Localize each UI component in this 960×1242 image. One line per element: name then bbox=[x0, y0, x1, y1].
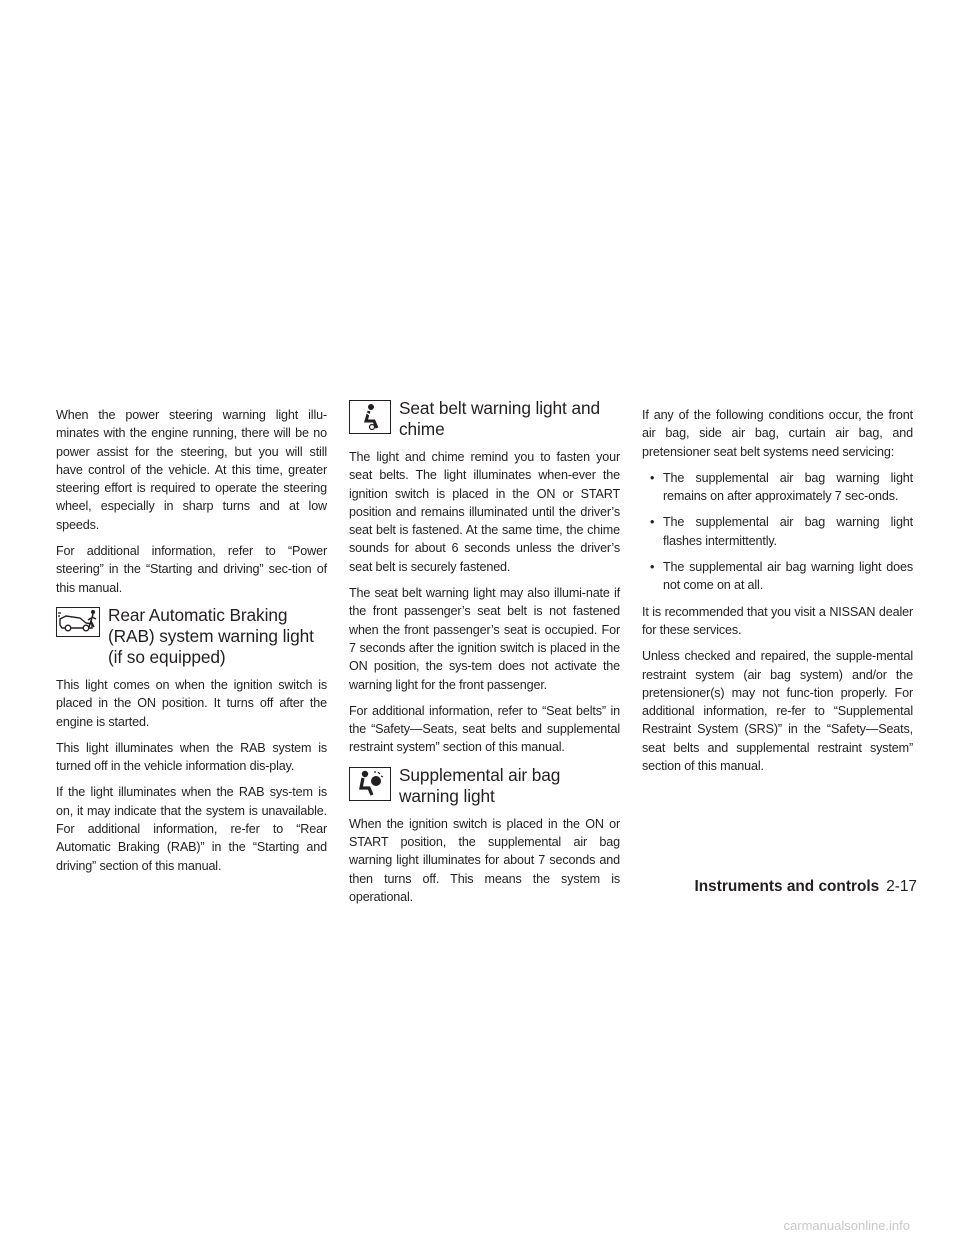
section-title: Instruments and controls bbox=[694, 878, 880, 895]
paragraph: This light comes on when the ignition switch is placed in the ON position. It turns off after the engine is started. bbox=[56, 677, 327, 729]
paragraph: If any of the following conditions occur, the front air bag, side air bag, curtain air bag, and pretensioner seat belt systems need servicing: bbox=[642, 408, 913, 459]
page-number: 2-17 bbox=[886, 878, 917, 895]
list-item bbox=[642, 558, 913, 595]
paragraph: The seat belt warning light may also illumi-nate if the front passenger’s seat belt is not fastened when the front passenger’s seat is occupied. For 7 seconds after the ignition switch is placed in the ON position, the sys-tem does not activate the warning light for the front passenger. bbox=[349, 586, 620, 692]
list-item-text: The supplemental air bag warning light remains on after approximately 7 sec-onds. bbox=[663, 470, 913, 504]
paragraph: For additional information, refer to “Power steering” in the “Starting and driving” sec-tion of this manual. bbox=[56, 544, 327, 595]
right-column bbox=[642, 406, 913, 783]
paragraph: Unless checked and repaired, the supple-mental restraint system (air bag system) and/or the pretensioner(s) may not func-tion properly. For additional information, re-fer to “Supplemental Restraint System (SRS)” in the “Safety—Seats, seat belts and supplemental restraint system” section of this manual. bbox=[642, 649, 913, 774]
list-item bbox=[642, 513, 913, 550]
section-heading: Seat belt warning light and chime bbox=[399, 398, 600, 439]
rab-warning-icon bbox=[56, 607, 100, 637]
bullet: • bbox=[650, 515, 655, 530]
paragraph: It is recommended that you visit a NISSAN dealer for these services. bbox=[642, 604, 913, 637]
paragraph: When the power steering warning light illu-minates with the engine running, there will be no power assist for the steering, but you will still have control of the vehicle. At this time, greater steering effort is required to operate the steering wheel, especially in sharp turns and at low speeds. bbox=[56, 408, 327, 532]
watermark-text: carmanualsonline.info bbox=[783, 1218, 910, 1233]
section-heading: Rear Automatic Braking (RAB) system warning light (if so equipped) bbox=[108, 604, 314, 667]
bullet-list bbox=[642, 469, 913, 595]
airbag-warning-icon bbox=[349, 767, 391, 801]
list-item-text: The supplemental air bag warning light flashes intermittently. bbox=[663, 515, 913, 548]
rab-section-heading bbox=[56, 605, 327, 668]
paragraph: The light and chime remind you to fasten your seat belts. The light illuminates when-ever the ignition switch is placed in the ON or START position and remains illuminated until the driver’s seat belt is fastened. At the same time, the chime sounds for about 6 seconds unless the driver’s seat belt is securely fastened. bbox=[349, 450, 620, 574]
airbag-section-heading bbox=[349, 765, 620, 807]
paragraph: If the light illuminates when the RAB sys-tem is on, it may indicate that the system is unavailable. For additional information, re-fer to “Rear Automatic Braking (RAB)” in the “Starting and driving” section of this manual. bbox=[56, 785, 327, 873]
left-column bbox=[56, 406, 327, 883]
paragraph: This light illuminates when the RAB system is turned off in the vehicle information dis-play. bbox=[56, 740, 327, 774]
paragraph: When the ignition switch is placed in the ON or START position, the supplemental air bag warning light illuminates for about 7 seconds and then turns off. This means the system is operational. bbox=[349, 816, 620, 904]
middle-column bbox=[349, 398, 620, 914]
seatbelt-section-heading bbox=[349, 398, 620, 440]
watermark bbox=[0, 1218, 960, 1233]
section-heading: Supplemental air bag warning light bbox=[399, 764, 561, 806]
page-footer bbox=[694, 878, 917, 896]
paragraph: For additional information, refer to “Seat belts” in the “Safety—Seats, seat belts and supplemental restraint system” section of this manual. bbox=[349, 703, 620, 755]
seatbelt-warning-icon bbox=[349, 400, 391, 434]
bullet: • bbox=[650, 470, 655, 485]
bullet: • bbox=[650, 560, 655, 575]
list-item-text: The supplemental air bag warning light does not come on at all. bbox=[663, 560, 913, 593]
list-item bbox=[642, 469, 913, 506]
